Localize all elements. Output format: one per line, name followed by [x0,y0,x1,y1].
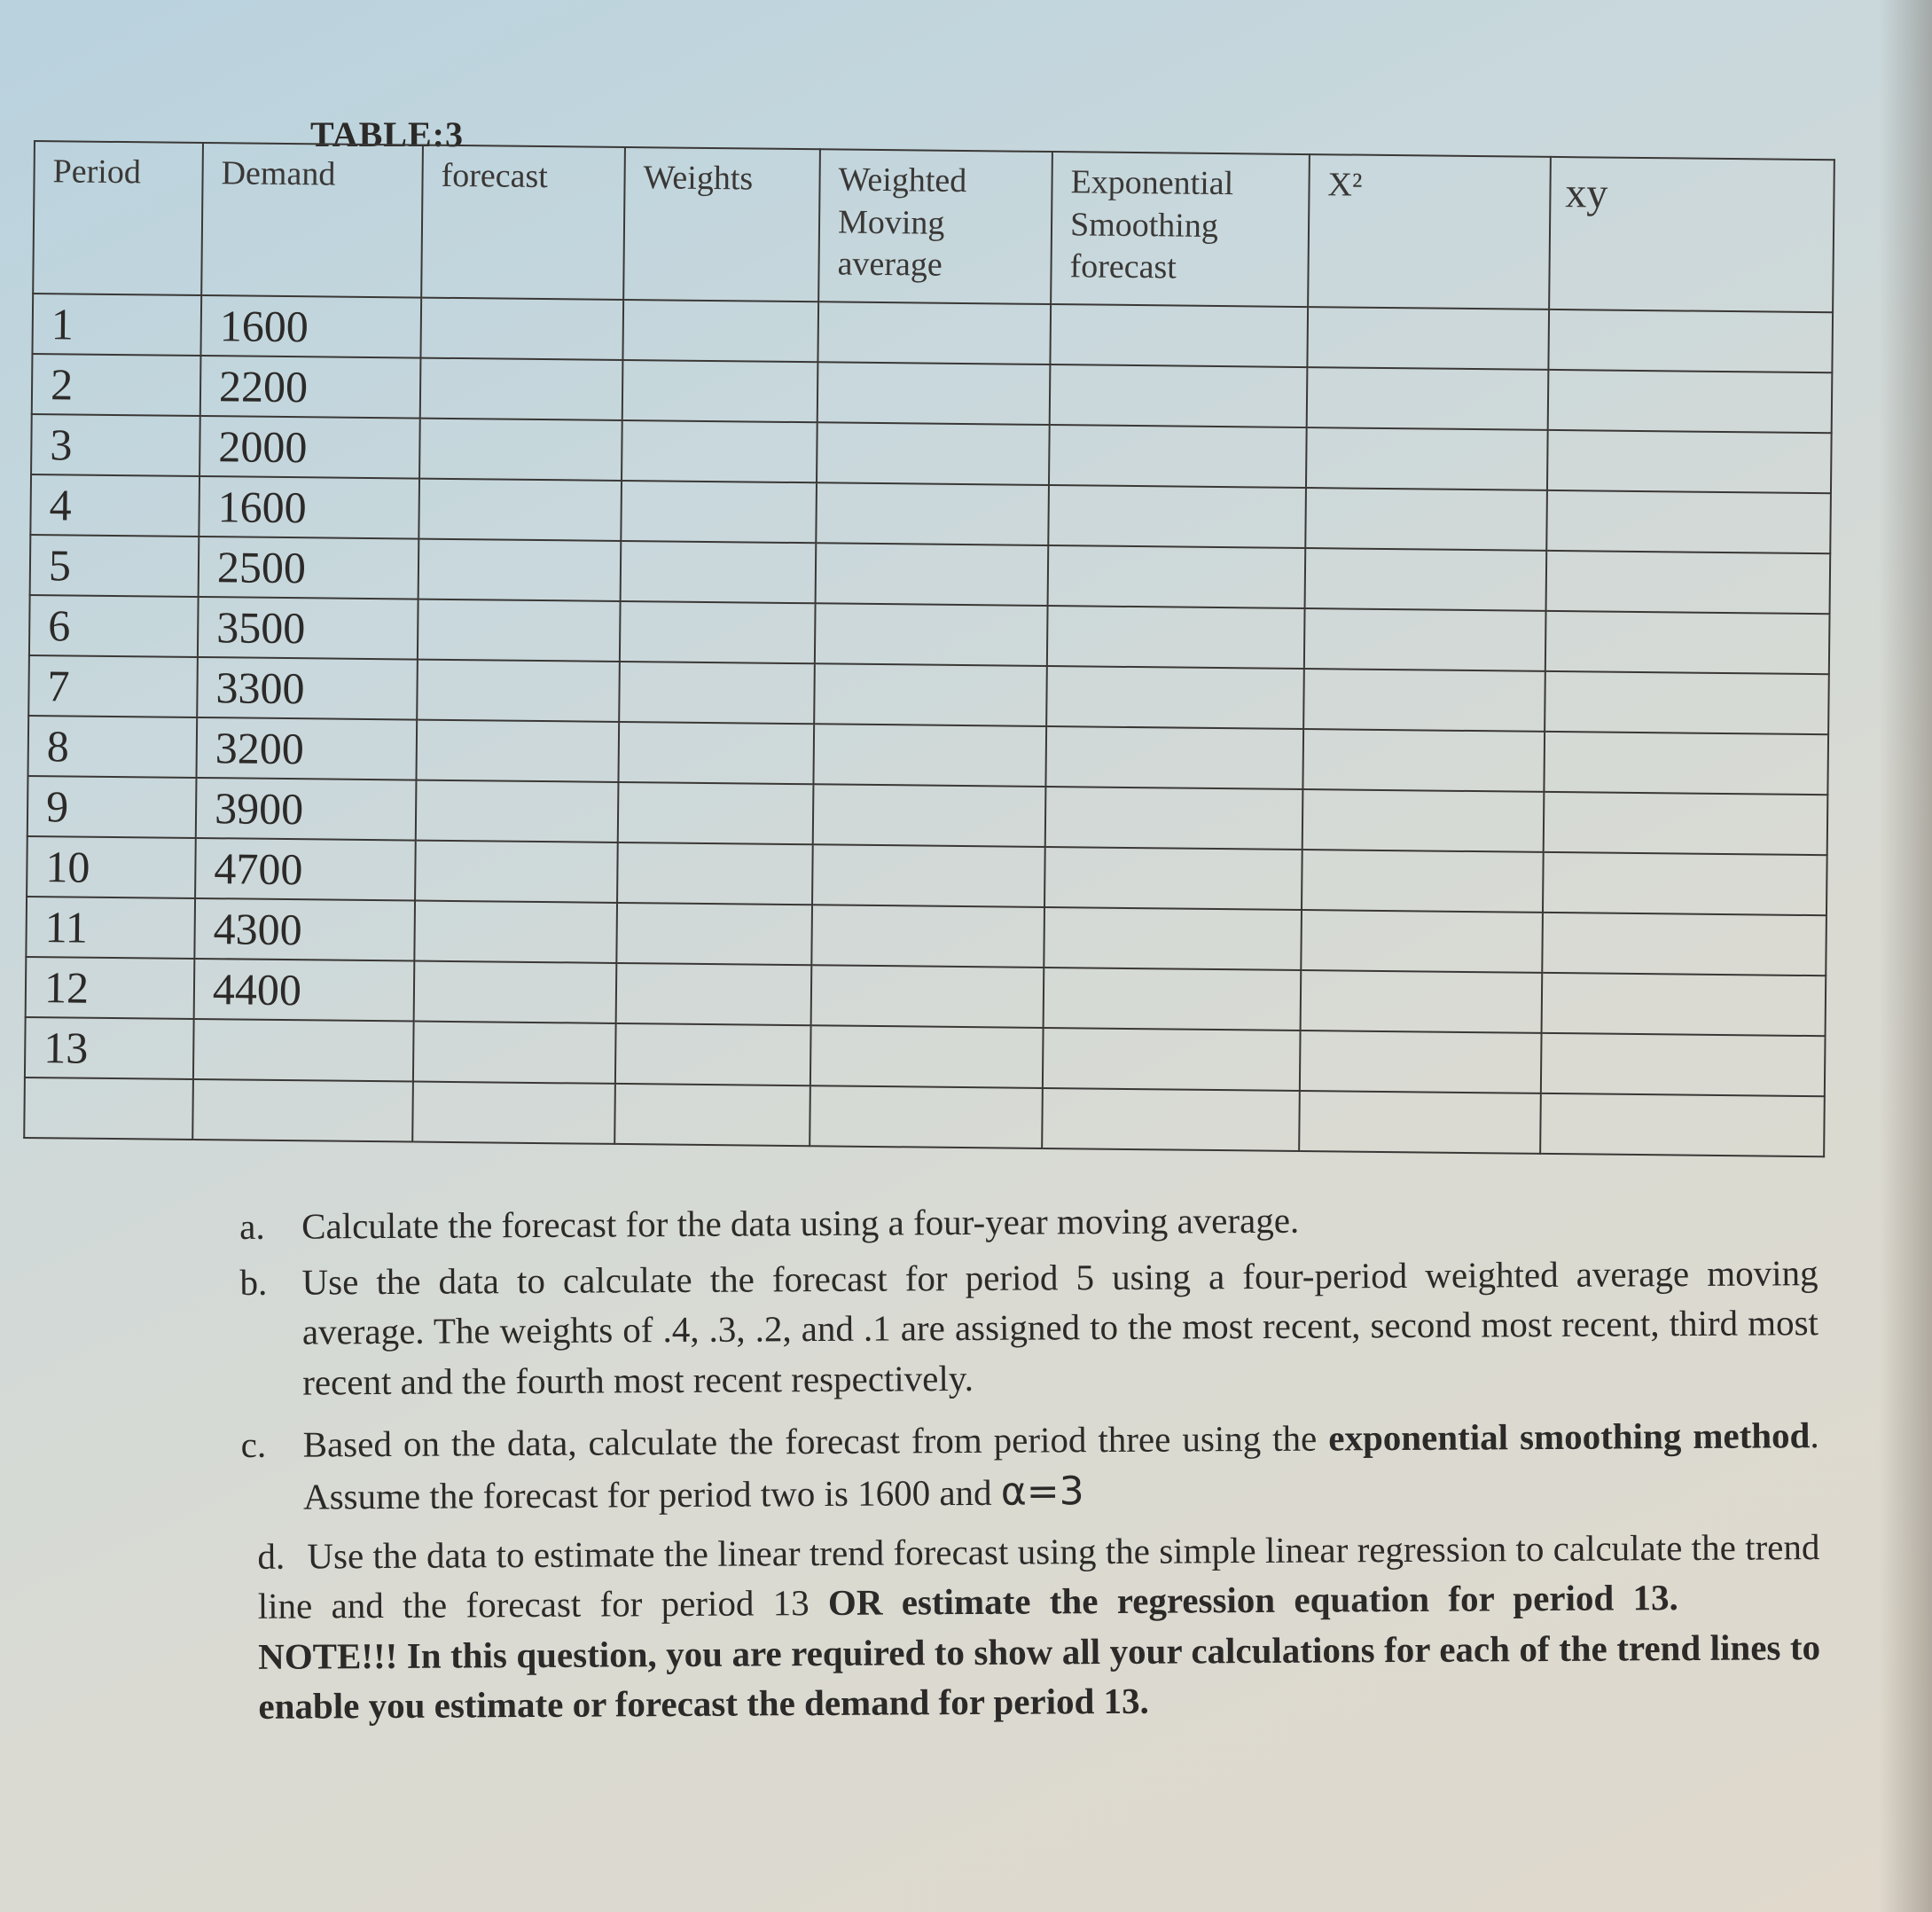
forecast-cell [415,841,618,903]
period-cell: 3 [31,414,200,476]
x-squared-cell [1302,729,1545,792]
x-squared-cell [1301,970,1543,1033]
x-squared-cell [1301,910,1543,973]
xy-cell [1548,370,1833,433]
xy-cell [1544,732,1828,795]
exponential-smoothing-cell [1044,847,1302,910]
x-squared-cell [1305,548,1547,611]
forecast-cell [416,780,619,842]
question-a-text: Calculate the forecast for the data using a four-year moving average. [301,1199,1300,1247]
x-squared-cell [1307,367,1549,430]
exponential-smoothing-cell [1042,1088,1300,1151]
question-d-letter: d. [257,1535,285,1577]
weights-cell [615,1023,811,1085]
period-cell: 6 [29,595,199,657]
x-squared-cell [1300,1030,1542,1093]
questions [239,1192,1821,1732]
exponential-smoothing-cell [1050,304,1308,367]
header-forecast: forecast [421,145,625,300]
question-c [241,1410,1820,1524]
weighted-moving-average-cell [810,1025,1044,1088]
question-a-letter: a. [239,1205,265,1247]
header-weights: Weights [623,147,820,302]
page-edge-shadow [1879,0,1932,1912]
xy-cell [1542,913,1826,976]
question-b-text: Use the data to calculate the forecast for period 5 using a four-period weighted average moving average. The weights of .4, .3, .2, and .1 are assigned to the most recent, second most recent, third most recent and the fourth most recent respectively. [301,1251,1819,1403]
x-squared-cell [1299,1091,1541,1154]
forecast-cell [418,479,622,541]
weights-cell [614,1084,810,1146]
period-cell: 13 [25,1017,194,1079]
demand-cell: 2000 [199,416,420,479]
question-c-body [303,1410,1820,1524]
table-caption: TABLE:3 [310,114,464,154]
weighted-moving-average-cell [817,422,1050,485]
exponential-smoothing-cell [1044,968,1302,1030]
x-squared-cell [1304,608,1546,671]
header-period: Period [33,141,203,295]
period-cell: 1 [32,294,201,356]
forecast-cell [413,1022,616,1084]
weighted-moving-average-cell [814,663,1047,726]
x-squared-cell [1306,427,1548,490]
header-x-squared: X² [1308,154,1551,310]
weighted-moving-average-cell [816,482,1049,545]
xy-cell [1541,1033,1826,1096]
demand-cell: 3300 [197,657,418,720]
header-exponential-smoothing-forecast: Exponential Smoothing forecast [1051,152,1310,307]
exponential-smoothing-cell [1049,425,1307,488]
demand-cell [193,1019,414,1082]
header-demand: Demand [201,143,423,298]
xy-cell [1544,792,1828,855]
question-a [239,1192,1818,1251]
forecast-cell [419,419,622,481]
header-weighted-moving-average: Weighted Moving average [818,149,1052,304]
period-cell: 10 [27,836,196,898]
demand-cell: 4700 [195,838,416,901]
exponential-smoothing-cell [1044,907,1302,970]
weighted-moving-average-cell [812,844,1045,907]
weights-cell [619,662,815,724]
weights-cell [616,903,812,965]
demand-cell [192,1079,413,1142]
weights-cell [618,782,814,844]
x-squared-cell [1303,669,1545,732]
weighted-moving-average-cell [817,362,1051,425]
question-c-bold: exponential smoothing method [1328,1414,1811,1459]
weighted-moving-average-cell [817,302,1051,364]
xy-cell [1540,1093,1825,1156]
exponential-smoothing-cell [1048,485,1306,548]
weighted-moving-average-cell [810,1085,1043,1148]
x-squared-cell [1307,307,1549,370]
exponential-smoothing-cell [1048,545,1306,608]
forecast-table [23,140,1835,1157]
demand-cell: 4300 [194,898,415,961]
question-d-note: NOTE!!! In this question, you are required to show all your calculations for each of the trend lines to enable you estimate or forecast the demand for period 13. [257,1626,1821,1728]
x-squared-cell [1302,789,1545,852]
forecast-cell [416,720,619,782]
period-cell: 7 [28,655,198,717]
weights-cell [621,541,817,603]
question-d [257,1522,1820,1732]
header-xy: xy [1549,157,1834,312]
question-c-alpha: α=3 [1000,1469,1084,1515]
forecast-cell [420,298,623,360]
exponential-smoothing-cell [1047,606,1305,669]
xy-cell [1547,430,1832,493]
question-c-text-1: Based on the data, calculate the forecast from period three using the [302,1417,1329,1465]
xy-cell [1546,490,1831,553]
weights-cell [617,842,813,905]
exponential-smoothing-cell [1050,364,1308,427]
exponential-smoothing-cell [1045,787,1303,850]
exponential-smoothing-cell [1045,726,1303,789]
question-b [239,1248,1819,1408]
weighted-moving-average-cell [813,724,1046,787]
weights-cell [622,420,817,482]
question-d-bold-1: OR estimate the regression equation for period 13. [827,1577,1678,1624]
period-cell: 12 [26,957,195,1019]
weights-cell [620,601,816,663]
forecast-cell [417,660,620,722]
xy-cell [1548,310,1833,372]
xy-cell [1542,973,1826,1036]
xy-cell [1546,551,1831,614]
forecast-cell [418,539,622,601]
forecast-cell [420,358,623,420]
xy-cell [1543,852,1827,915]
demand-cell: 3500 [198,597,418,660]
period-cell: 4 [30,474,199,537]
weights-cell [622,360,818,422]
weighted-moving-average-cell [811,965,1044,1028]
exponential-smoothing-cell [1046,666,1304,729]
forecast-cell [414,961,617,1023]
x-squared-cell [1305,488,1547,551]
x-squared-cell [1302,850,1544,913]
weights-cell [622,300,818,362]
weights-cell [618,722,814,784]
weights-cell [616,963,812,1025]
demand-cell: 2200 [200,356,421,419]
period-cell: 5 [30,535,199,597]
forecast-cell [418,599,621,662]
weights-cell [621,481,817,543]
question-d-text-1: Use the data to estimate the linear trend forecast using the simple linear regression to calculate the trend line and the forecast for period 13 [257,1525,1820,1627]
demand-cell: 3900 [196,778,417,841]
period-cell: 9 [27,776,197,838]
forecast-cell [412,1082,615,1144]
exponential-smoothing-cell [1043,1028,1301,1091]
xy-cell [1545,671,1829,734]
forecast-cell [414,901,617,963]
question-b-letter: b. [239,1261,268,1303]
period-cell: 2 [32,354,201,416]
weighted-moving-average-cell [811,905,1044,968]
xy-cell [1545,611,1830,674]
demand-cell: 4400 [194,959,415,1022]
period-cell: 8 [27,716,197,778]
weighted-moving-average-cell [816,543,1049,606]
weighted-moving-average-cell [815,603,1048,666]
demand-cell: 1600 [200,295,421,358]
demand-cell: 3200 [196,717,417,780]
demand-cell: 1600 [199,476,419,539]
header-row [33,141,1834,312]
question-c-letter: c. [240,1424,267,1466]
demand-cell: 2500 [199,537,419,599]
period-cell: 11 [26,897,195,959]
question-c-text-2: . Assume the forecast for period two is 1600 and [302,1414,1819,1517]
weighted-moving-average-cell [813,784,1046,847]
period-cell [24,1077,193,1140]
